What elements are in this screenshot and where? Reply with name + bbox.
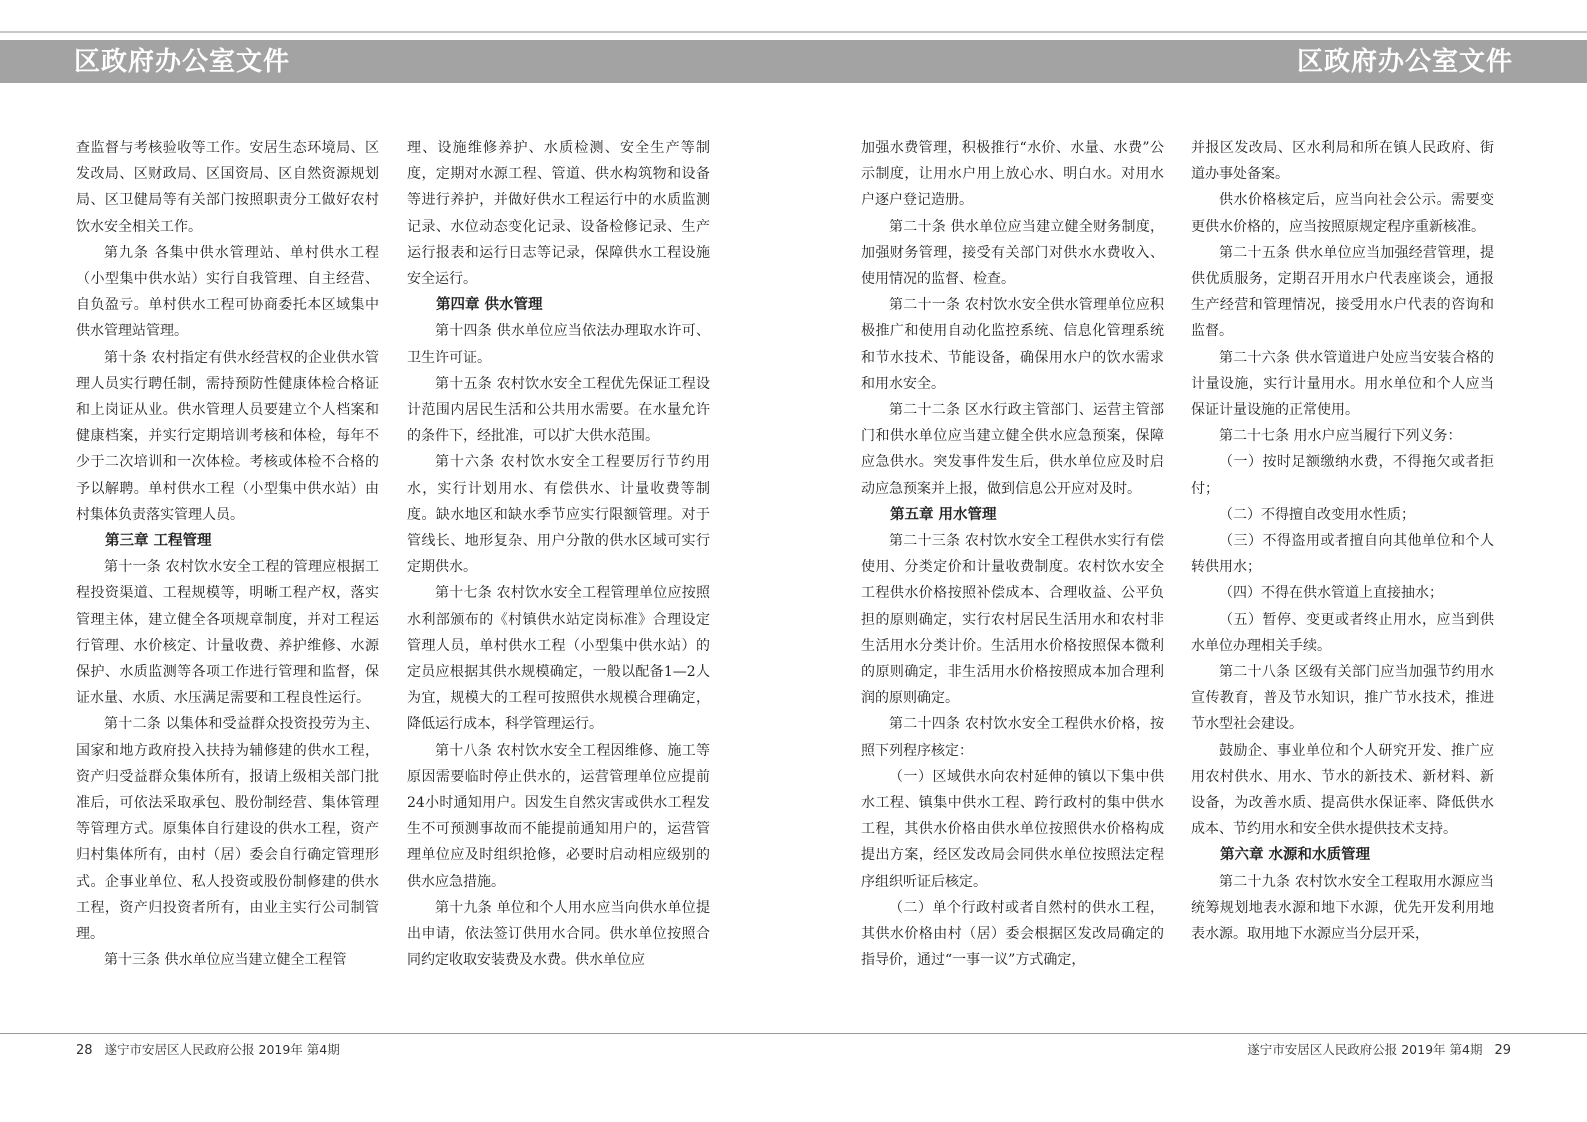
paragraph: 第十一条 农村饮水安全工程的管理应根据工程投资渠道、工程规模等，明晰工程产权，落实管理主体，建立健全各项规章制度，并对工程运行管理、水价核定、计量收费、养护维修、水源保护、水质监测等各项工作进行管理和监督，保证水量、水质、水压满足需要和工程良性运行。 [76, 559, 379, 707]
paragraph: （二）单个行政村或者自然村的供水工程，其供水价格由村（居）委会根据区发改局确定的指导价，通过“一事一议”方式确定， [861, 899, 1164, 969]
paragraph: 第二十二条 区水行政主管部门、运营主管部门和供水单位应当建立健全供水应急预案，保障应急供水。突发事件发生后，供水单位应及时启动应急预案并上报，做到信息公开应对及时。 [861, 402, 1164, 497]
paragraph: （二）不得擅自改变用水性质； [1219, 506, 1415, 523]
paragraph: 第十五条 农村饮水安全工程优先保证工程设计范围内居民生活和公共用水需要。在水量允许的条件下，经批准，可以扩大供水范围。 [407, 375, 710, 445]
paragraph: （一）按时足额缴纳水费，不得拖欠或者拒付； [1191, 454, 1494, 497]
paragraph: 加强水费管理，积极推行“水价、水量、水费”公示制度，让用水户用上放心水、明白水。对用水户逐户登记造册。 [861, 140, 1164, 209]
paragraph: 第十四条 供水单位应当依法办理取水许可、卫生许可证。 [407, 323, 710, 366]
publication-info-right: 遂宁市安居区人民政府公报 2019年 第4期 [1247, 1042, 1483, 1057]
paragraph: 第十八条 农村饮水安全工程因维修、施工等原因需要临时停止供水的，运营管理单位应提前24小时通知用户。因发生自然灾害或供水工程发生不可预测事故而不能提前通知用户的，运营管理单位应及时组织抢修，必要时启动相应级别的供水应急措施。 [407, 742, 710, 890]
paragraph: 第二十八条 区级有关部门应当加强节约用水宣传教育，普及节水知识，推广节水技术，推进节水型社会建设。 [1191, 664, 1494, 733]
chapter-heading: 第四章 供水管理 [436, 297, 543, 314]
paragraph: 第二十三条 农村饮水安全工程供水实行有偿使用、分类定价和计量收费制度。农村饮水安全工程供水价格按照补偿成本、合理收益、公平负担的原则确定，实行农村居民生活用水和农村非生活用水分类计价。生活用水价格按照保本微利的原则确定，非生活用水价格按照成本加合理利润的原则确定。 [861, 533, 1164, 707]
text-column-4 [1191, 135, 1494, 1015]
top-rule [0, 31, 1587, 33]
paragraph: 并报区发改局、区水利局和所在镇人民政府、街道办事处备案。 [1191, 140, 1494, 183]
header-title-left: 区政府办公室文件 [74, 47, 291, 77]
text-column-3 [861, 135, 1164, 1015]
paragraph: （一）区域供水向农村延伸的镇以下集中供水工程、镇集中供水工程、跨行政村的集中供水工程，其供水价格由供水单位按照供水价格构成提出方案，经区发改局会同供水单位按照法定程序组织听证后核定。 [861, 768, 1164, 890]
footer-left [76, 1041, 340, 1060]
footer-rule [0, 1033, 1587, 1034]
chapter-heading: 第五章 用水管理 [890, 506, 997, 523]
chapter-heading: 第三章 工程管理 [105, 533, 212, 550]
publication-info-left: 遂宁市安居区人民政府公报 2019年 第4期 [104, 1042, 340, 1057]
paragraph: 第十七条 农村饮水安全工程管理单位应按照水利部颁布的《村镇供水站定岗标准》合理设定管理人员，单村供水工程（小型集中供水站）的定员应根据其供水规模确定，一般以配备1—2人为宜，规模大的工程可按照供水规模合理确定，降低运行成本，科学管理运行。 [407, 585, 710, 733]
paragraph: 第二十九条 农村饮水安全工程取用水源应当统筹规划地表水源和地下水源，优先开发利用地表水源。取用地下水源应当分层开采， [1191, 873, 1494, 943]
paragraph: 第二十一条 农村饮水安全供水管理单位应积极推广和使用自动化监控系统、信息化管理系统和节水技术、节能设备，确保用水户的饮水需求和用水安全。 [861, 297, 1164, 392]
header-title-right: 区政府办公室文件 [1296, 47, 1513, 77]
chapter-heading: 第六章 水源和水质管理 [1220, 847, 1371, 864]
paragraph: （四）不得在供水管道上直接抽水； [1219, 585, 1443, 602]
text-column-1 [76, 135, 379, 1015]
text-column-2 [407, 135, 710, 1015]
paragraph: 第十六条 农村饮水安全工程要厉行节约用水，实行计划用水、有偿供水、计量收费等制度。缺水地区和缺水季节应实行限额管理。对于管线长、地形复杂、用户分散的供水区域可实行定期供水。 [407, 454, 710, 576]
paragraph: 第二十六条 供水管道进户处应当安装合格的计量设施，实行计量用水。用水单位和个人应当保证计量设施的正常使用。 [1191, 349, 1494, 419]
paragraph: 第二十五条 供水单位应当加强经营管理，提供优质服务，定期召开用水户代表座谈会，通报生产经营和管理情况，接受用水户代表的咨询和监督。 [1191, 244, 1494, 340]
paragraph: 第十二条 以集体和受益群众投资投劳为主、国家和地方政府投入扶持为辅修建的供水工程，资产归受益群众集体所有，报请上级相关部门批准后，可依法采取承包、股份制经营、集体管理等管理方式。原集体自行建设的供水工程，资产归村集体所有，由村（居）委会自行确定管理形式。企事业单位、私人投资或股份制修建的供水工程，资产归投资者所有，由业主实行公司制管理。 [76, 716, 379, 943]
paragraph: 鼓励企、事业单位和个人研究开发、推广应用农村供水、用水、节水的新技术、新材料、新设备，为改善水质、提高供水保证率、降低供水成本、节约用水和安全供水提供技术支持。 [1191, 742, 1494, 838]
paragraph: （三）不得盗用或者擅自向其他单位和个人转供用水； [1191, 533, 1494, 576]
paragraph: 理、设施维修养护、水质检测、安全生产等制度，定期对水源工程、管道、供水构筑物和设备等进行养护，并做好供水工程运行中的水质监测记录、水位动态变化记录、设备检修记录、生产运行报表和运行日志等记录，保障供水工程设施安全运行。 [407, 140, 710, 288]
paragraph: 第十九条 单位和个人用水应当向供水单位提出申请，依法签订供用水合同。供水单位按照合同约定收取安装费及水费。供水单位应 [407, 899, 710, 969]
paragraph: 查监督与考核验收等工作。安居生态环境局、区发改局、区财政局、区国资局、区自然资源规划局、区卫健局等有关部门按照职责分工做好农村饮水安全相关工作。 [76, 140, 379, 235]
footer-right [1247, 1041, 1511, 1060]
paragraph: 第二十条 供水单位应当建立健全财务制度，加强财务管理，接受有关部门对供水水费收入、使用情况的监督、检查。 [861, 218, 1164, 288]
paragraph: 第十三条 供水单位应当建立健全工程管 [104, 952, 347, 969]
paragraph: 第十条 农村指定有供水经营权的企业供水管理人员实行聘任制，需持预防性健康体检合格证和上岗证从业。供水管理人员要建立个人档案和健康档案，并实行定期培训考核和体检，每年不少于二次培训和一次体检。考核或体检不合格的予以解聘。单村供水工程（小型集中供水站）由村集体负责落实管理人员。 [76, 349, 379, 523]
paragraph: 第九条 各集中供水管理站、单村供水工程（小型集中供水站）实行自我管理、自主经营、自负盈亏。单村供水工程可协商委托本区域集中供水管理站管理。 [76, 244, 379, 340]
page-number-right: 29 [1494, 1043, 1511, 1058]
paragraph: （五）暂停、变更或者终止用水，应当到供水单位办理相关手续。 [1191, 611, 1494, 654]
paragraph: 第二十七条 用水户应当履行下列义务： [1219, 428, 1462, 445]
paragraph: 第二十四条 农村饮水安全工程供水价格，按照下列程序核定： [861, 716, 1164, 759]
paragraph: 供水价格核定后，应当向社会公示。需要变更供水价格的，应当按照原规定程序重新核准。 [1191, 192, 1494, 235]
page-number-left: 28 [76, 1043, 93, 1058]
